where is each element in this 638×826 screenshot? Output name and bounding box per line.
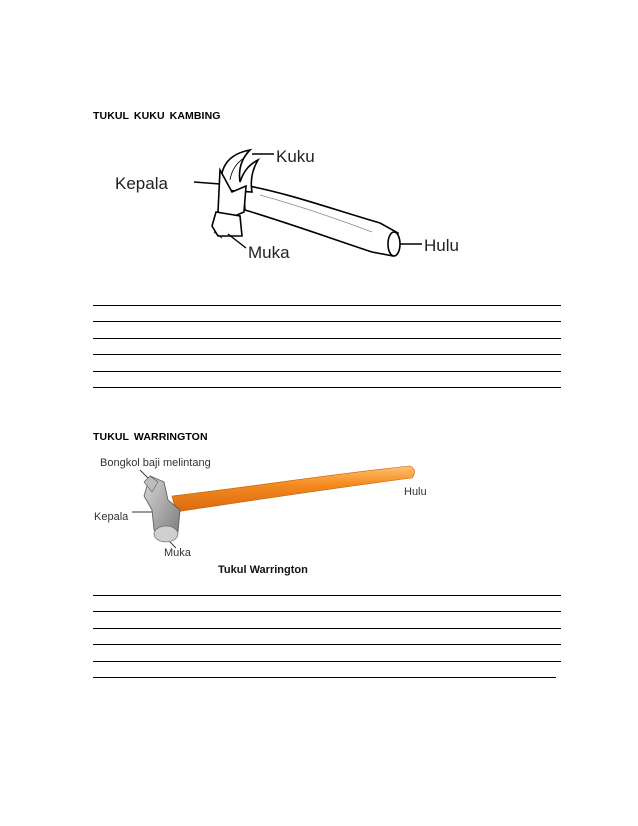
answer-line[interactable] — [93, 661, 561, 662]
answer-line[interactable] — [93, 371, 561, 372]
section1-heading: TUKUL KUKU KAMBING — [93, 110, 221, 122]
answer-lines-1 — [93, 305, 561, 388]
claw-label-kuku: Kuku — [276, 147, 315, 166]
warrington-label-kepala: Kepala — [94, 511, 129, 523]
claw-hammer-figure — [110, 140, 510, 280]
answer-line[interactable] — [93, 644, 561, 645]
answer-line[interactable] — [93, 628, 561, 629]
warrington-label-hulu: Hulu — [404, 486, 427, 498]
answer-line[interactable] — [93, 611, 561, 612]
answer-line[interactable] — [93, 305, 561, 306]
answer-line[interactable] — [93, 677, 556, 678]
answer-lines-2 — [93, 595, 561, 678]
claw-label-muka: Muka — [248, 243, 290, 262]
claw-label-hulu: Hulu — [424, 236, 459, 255]
answer-line[interactable] — [93, 321, 561, 322]
warrington-label-bongkol: Bongkol baji melintang — [100, 457, 211, 469]
section2-heading: TUKUL WARRINGTON — [93, 431, 208, 443]
answer-line[interactable] — [93, 595, 561, 596]
warrington-caption: Tukul Warrington — [218, 564, 308, 576]
claw-label-kepala: Kepala — [115, 174, 168, 193]
answer-line[interactable] — [93, 387, 561, 388]
warrington-label-muka: Muka — [164, 547, 191, 559]
claw-hammer-handle-end — [388, 232, 400, 256]
warrington-hammer-figure — [92, 452, 452, 582]
warrington-handle — [172, 466, 415, 512]
answer-line[interactable] — [93, 338, 561, 339]
answer-line[interactable] — [93, 354, 561, 355]
